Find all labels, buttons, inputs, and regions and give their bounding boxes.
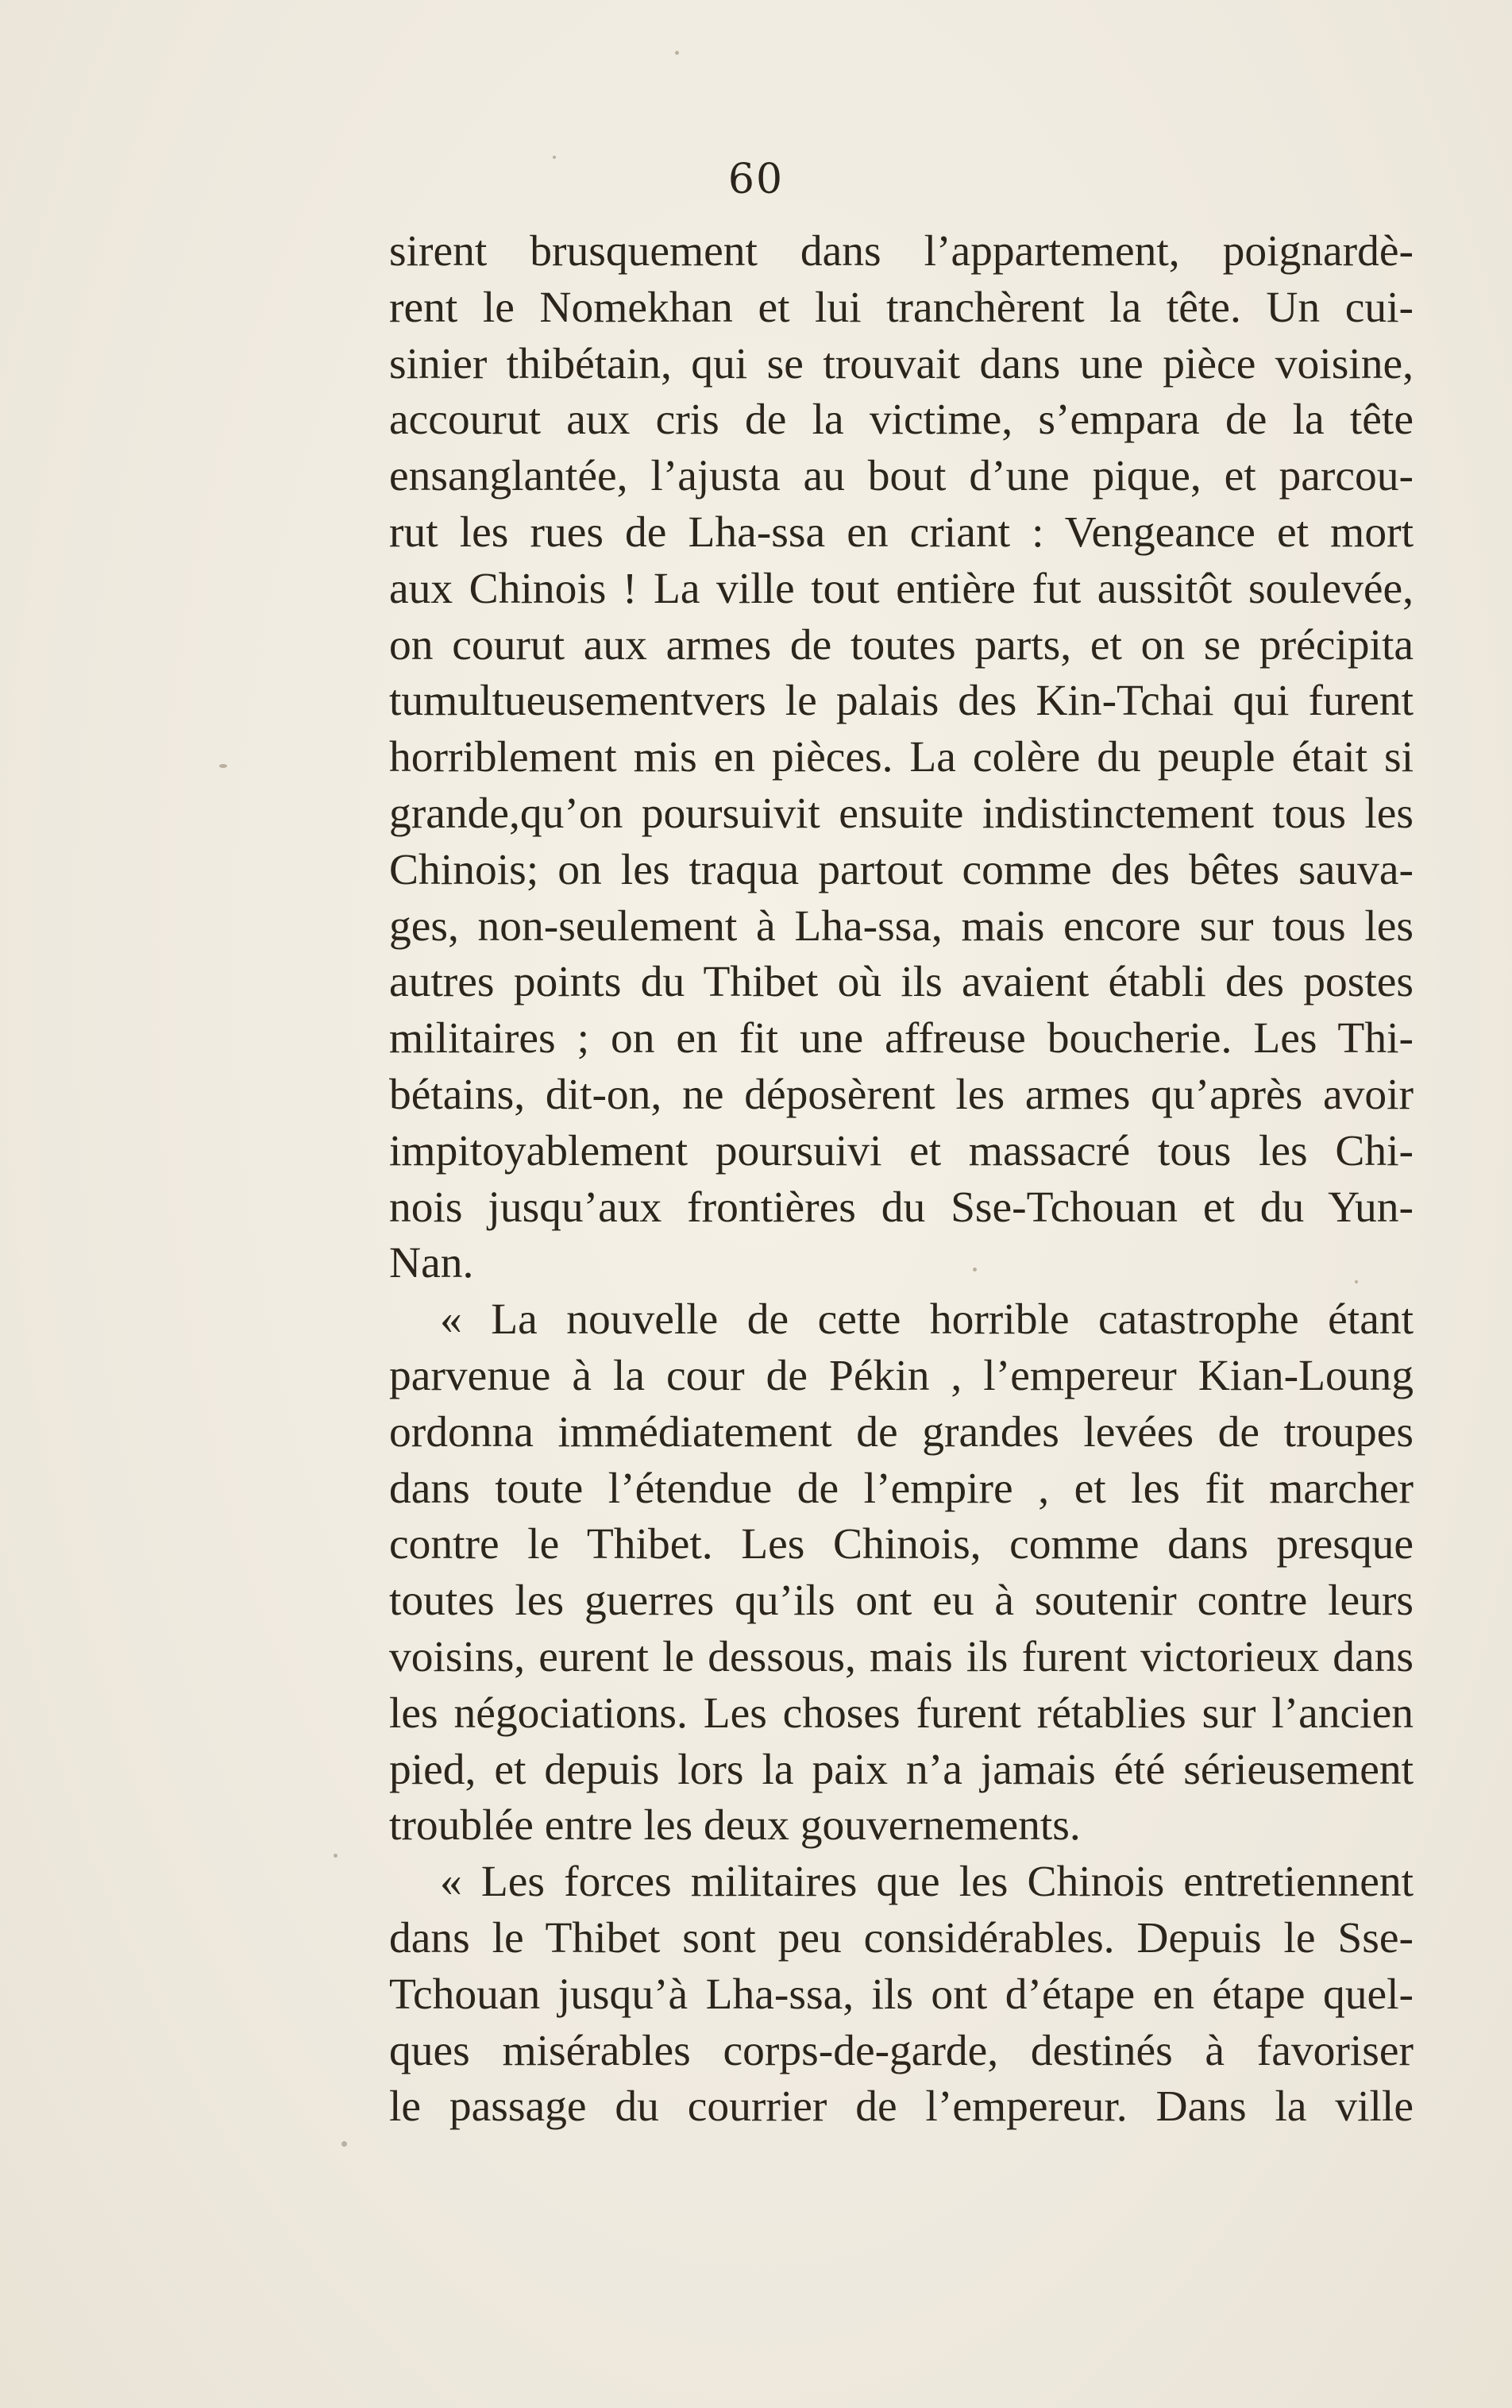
text-line: Chinois; on les traqua partout comme des bêtes sauva-	[389, 845, 1414, 894]
text-line: ques misérables corps-de-garde, destinés à favoriser	[389, 2026, 1414, 2075]
text-line: contre le Thibet. Les Chinois, comme dans presque	[389, 1520, 1414, 1569]
text-line: ordonna immédiatement de grandes levées de troupes	[389, 1407, 1414, 1457]
text-line: dans toute l’étendue de l’empire , et les fit marcher	[389, 1464, 1414, 1513]
text-line: sinier thibétain, qui se trouvait dans une pièce voisine,	[389, 339, 1414, 388]
text-line: ges, non-seulement à Lha-ssa, mais encore sur tous les	[389, 901, 1414, 951]
paper-speck	[341, 2141, 347, 2147]
text-line: grande,qu’on poursuivit ensuite indistinctement tous les	[389, 789, 1414, 838]
text-line: accourut aux cris de la victime, s’empara de la tête	[389, 396, 1414, 445]
text-line: autres points du Thibet où ils avaient établi des postes	[389, 958, 1414, 1007]
page-number: 60	[727, 156, 785, 203]
text-line: sirent brusquement dans l’appartement, poignardè-	[389, 227, 1414, 276]
paper-speck	[675, 51, 679, 55]
text-line: on courut aux armes de toutes parts, et on se précipita	[389, 620, 1414, 670]
text-line: voisins, eurent le dessous, mais ils furent victorieux dans	[389, 1632, 1414, 1681]
text-line: Nan.	[389, 1239, 474, 1288]
text-line: pied, et depuis lors la paix n’a jamais été sérieusement	[389, 1745, 1414, 1794]
paper-speck	[334, 1854, 338, 1858]
text-line: troublée entre les deux gouvernements.	[389, 1801, 1081, 1850]
text-line: « La nouvelle de cette horrible catastrophe étant	[440, 1295, 1414, 1345]
text-line: le passage du courrier de l’empereur. Dans la ville	[389, 2082, 1414, 2132]
text-line: aux Chinois ! La ville tout entière fut aussitôt soulevée,	[389, 564, 1414, 613]
text-line: Tchouan jusqu’à Lha-ssa, ils ont d’étape en étape quel-	[389, 1970, 1414, 2019]
text-line: tumultueusementvers le palais des Kin-Tchai qui furent	[389, 677, 1414, 726]
text-line: « Les forces militaires que les Chinois entretiennent	[440, 1858, 1414, 1907]
text-line: militaires ; on en fit une affreuse boucherie. Les Thi-	[389, 1014, 1414, 1063]
text-line: ensanglantée, l’ajusta au bout d’une pique, et parcou-	[389, 452, 1414, 501]
body-text	[389, 224, 1414, 2136]
paper-speck	[219, 764, 227, 768]
text-line: rent le Nomekhan et lui tranchèrent la tête. Un cui-	[389, 283, 1414, 332]
text-line: horriblement mis en pièces. La colère du peuple était si	[389, 733, 1414, 782]
text-line: rut les rues de Lha-ssa en criant : Vengeance et mort	[389, 507, 1414, 557]
text-line: bétains, dit-on, ne déposèrent les armes qu’après avoir	[389, 1070, 1414, 1119]
text-line: toutes les guerres qu’ils ont eu à soutenir contre leurs	[389, 1576, 1414, 1626]
text-line: parvenue à la cour de Pékin , l’empereur Kian-Loung	[389, 1351, 1414, 1400]
text-line: impitoyablement poursuivi et massacré tous les Chi-	[389, 1126, 1414, 1175]
text-line: dans le Thibet sont peu considérables. Depuis le Sse-	[389, 1913, 1414, 1962]
text-line: nois jusqu’aux frontières du Sse-Tchouan et du Yun-	[389, 1183, 1414, 1232]
text-line: les négociations. Les choses furent rétablies sur l’ancien	[389, 1688, 1414, 1738]
